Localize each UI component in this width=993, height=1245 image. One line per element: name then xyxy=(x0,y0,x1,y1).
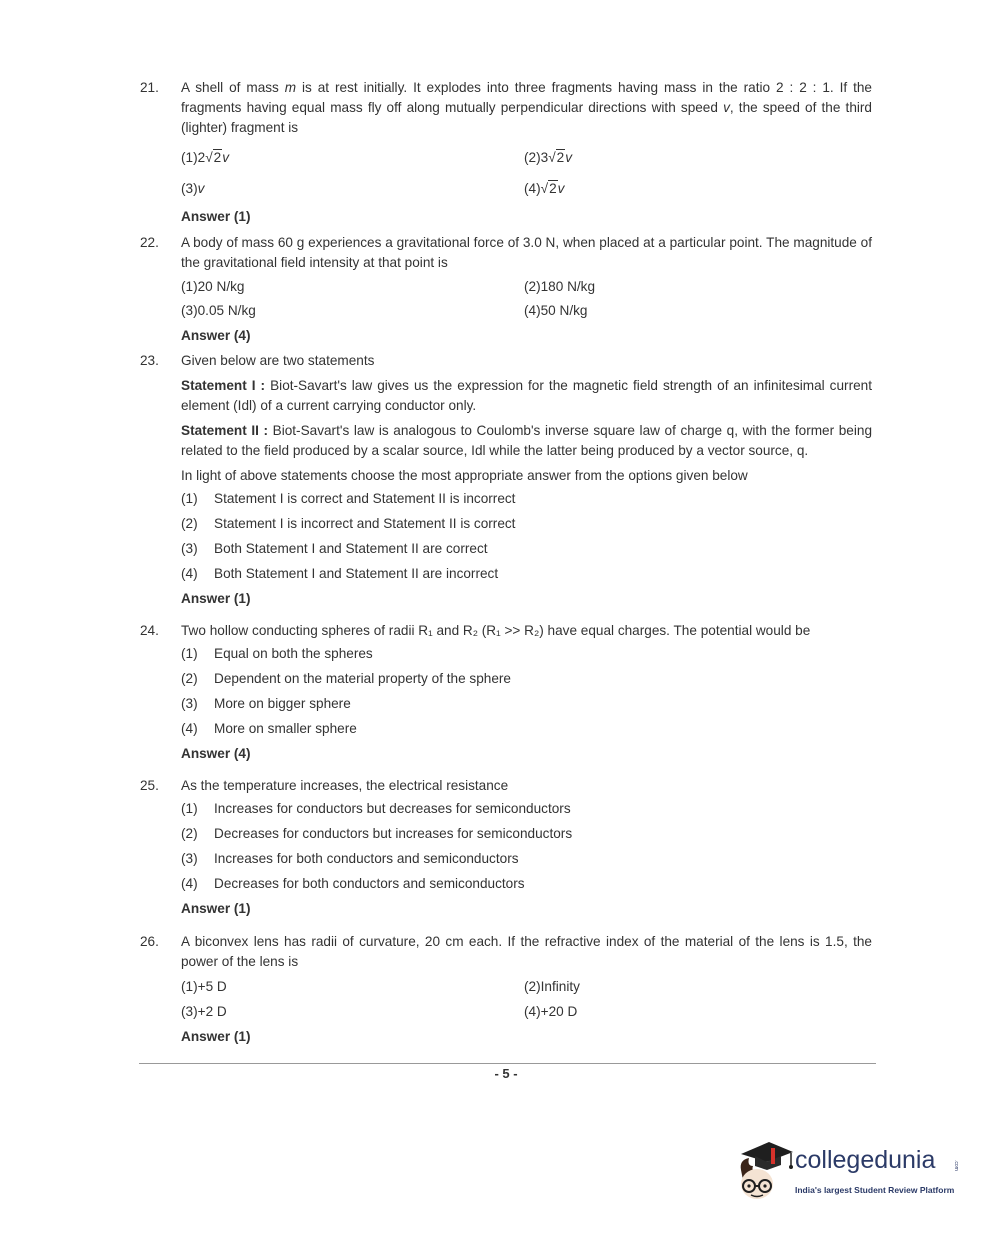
question-24 xyxy=(140,621,872,766)
option-4: (4) Both Statement I and Statement II are incorrect xyxy=(181,566,499,581)
answer: Answer (1) xyxy=(181,901,251,916)
answer: Answer (1) xyxy=(181,1029,251,1044)
option-text: 2√2v xyxy=(197,150,230,165)
collegedunia-logo xyxy=(735,1136,965,1208)
question-number: 21. xyxy=(140,80,159,95)
option-1: (1)2√2v xyxy=(181,150,230,165)
question-25 xyxy=(140,776,872,921)
option-2: (2) Statement I is incorrect and Statement II is correct xyxy=(181,516,516,531)
option-4: (4)+20 D xyxy=(524,1004,578,1019)
logo-tagline: India's largest Student Review Platform xyxy=(795,1185,955,1195)
question-text: Given below are two statements xyxy=(181,353,375,368)
question-text: A biconvex lens has radii of curvature, 20 cm each. If the refractive index of the material of the lens is 1.5, the power of the lens is xyxy=(181,934,872,969)
option-3: (3)+2 D xyxy=(181,1004,227,1019)
option-1: (1)20 N/kg xyxy=(181,279,245,294)
logo-com: .com xyxy=(953,1160,959,1171)
answer: Answer (1) xyxy=(181,209,251,224)
option-text: v xyxy=(197,181,205,196)
option-4: (4)√2v xyxy=(524,181,565,196)
page-number: - 5 - xyxy=(494,1066,518,1081)
answer: Answer (4) xyxy=(181,328,251,343)
logo-name: collegedunia xyxy=(795,1146,936,1174)
question-number: 26. xyxy=(140,934,159,949)
question-text: Two hollow conducting spheres of radii R₁ and R₂ (R₁ >> R₂) have equal charges. The potential would be xyxy=(181,623,811,638)
options xyxy=(181,275,872,323)
option-3: (3) Both Statement I and Statement II are correct xyxy=(181,541,488,556)
question-number: 25. xyxy=(140,778,159,793)
question-text: A body of mass 60 g experiences a gravitational force of 3.0 N, when placed at a particular point. The magnitude of the gravitational field intensity at that point is xyxy=(181,235,872,270)
answer: Answer (4) xyxy=(181,746,251,761)
option-2: (2)Infinity xyxy=(524,979,580,994)
question-26 xyxy=(140,932,872,1049)
option-4: (4)50 N/kg xyxy=(524,303,588,318)
question-23 xyxy=(140,351,872,611)
question-number: 23. xyxy=(140,353,159,368)
option-3: (3)v xyxy=(181,181,205,196)
option-1: (1)+5 D xyxy=(181,979,227,994)
option-2: (2)3√2v xyxy=(524,150,573,165)
option-1: (1) Statement I is correct and Statement II is incorrect xyxy=(181,491,516,506)
statement-1: Statement I : Biot-Savart's law gives us the expression for the magnetic field strength of an infinitesimal current element (Idl) of a current carrying conductor only. xyxy=(181,378,872,413)
option-2: (2)180 N/kg xyxy=(524,279,596,294)
option-4: (4) More on smaller sphere xyxy=(181,721,357,736)
footer-rule xyxy=(139,1063,876,1064)
option-3: (3) More on bigger sphere xyxy=(181,696,351,711)
options xyxy=(181,796,872,896)
option-2: (2) Dependent on the material property of the sphere xyxy=(181,671,511,686)
option-1: (1) Increases for conductors but decreases for semiconductors xyxy=(181,801,571,816)
option-1: (1) Equal on both the spheres xyxy=(181,646,373,661)
statement-2: Statement II : Biot-Savart's law is analogous to Coulomb's inverse square law of charge q, with the former being related to the field produced by a scalar source, Idl while the latter being produced by a vector source, q. xyxy=(181,423,873,458)
instruction: In light of above statements choose the most appropriate answer from the options given below xyxy=(181,468,748,483)
option-3: (3)0.05 N/kg xyxy=(181,303,256,318)
option-4: (4) Decreases for both conductors and semiconductors xyxy=(181,876,525,891)
option-2: (2) Decreases for conductors but increases for semiconductors xyxy=(181,826,573,841)
options xyxy=(181,974,872,1024)
mascot-icon xyxy=(735,1136,797,1208)
question-number: 22. xyxy=(140,235,159,250)
option-text: 3√2v xyxy=(540,150,573,165)
options xyxy=(181,486,872,586)
option-text: √2v xyxy=(540,181,565,196)
question-text: A shell of mass m is at rest initially. It explodes into three fragments having mass in the ratio 2 : 2 : 1. If the fragments having equal mass fly off along mutually perpendicular directions with speed v, the speed of the third (lighter) fragment is xyxy=(181,80,872,135)
option-3: (3) Increases for both conductors and semiconductors xyxy=(181,851,519,866)
question-21 xyxy=(140,78,872,229)
options xyxy=(181,641,872,741)
answer: Answer (1) xyxy=(181,591,251,606)
question-text: As the temperature increases, the electrical resistance xyxy=(181,778,509,793)
options xyxy=(181,142,872,204)
question-22 xyxy=(140,233,872,348)
question-number: 24. xyxy=(140,623,159,638)
